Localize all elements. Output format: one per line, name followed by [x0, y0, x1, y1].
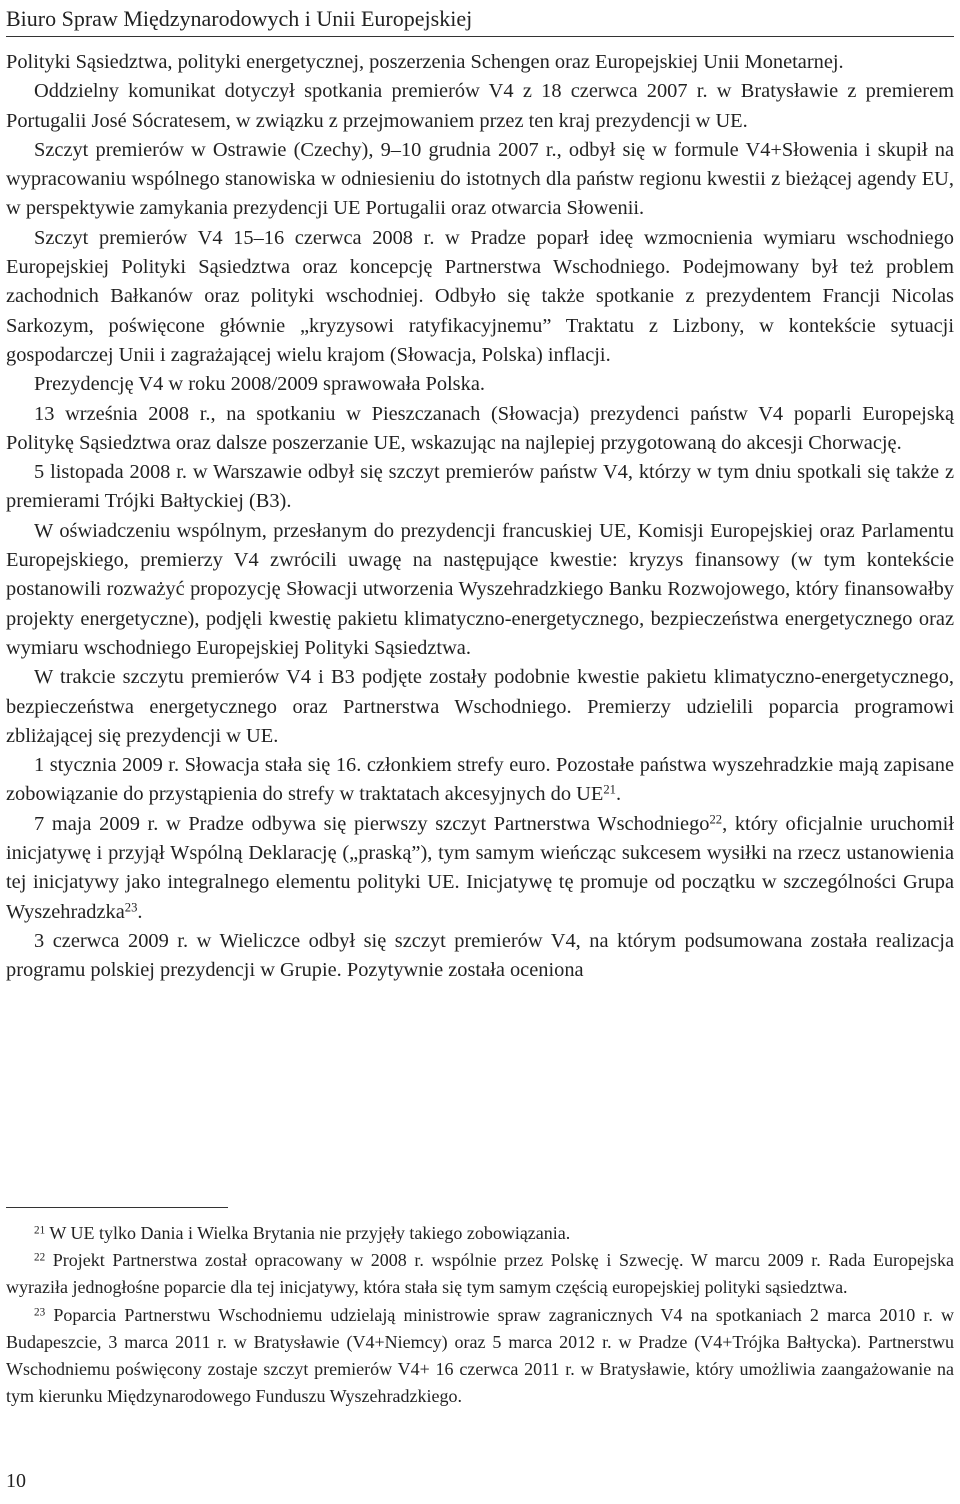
paragraph: [6, 810, 954, 927]
footnote-number: 22: [34, 1251, 46, 1264]
paragraph-text: 7 maja 2009 r. w Pradze odbywa się pierwszy szczyt Partnerstwa Wschodniego: [34, 812, 710, 835]
footnotes: [6, 1220, 954, 1410]
header-divider: [6, 36, 954, 37]
paragraph: [6, 751, 954, 810]
footnote-ref[interactable]: 21: [603, 783, 616, 798]
paragraph: Prezydencję V4 w roku 2008/2009 sprawowała Polska.: [34, 373, 485, 396]
footnote-text: W UE tylko Dania i Wielka Brytania nie przyjęły takiego zobowiązania.: [49, 1223, 571, 1243]
footnote-text: Projekt Partnerstwa został opracowany w 2008 r. wspólnie przez Polskę i Szwecję. W marcu 2009 r. Rada Europejska wyraziła jednogłośne poparcie dla tej inicjatywy, która stała się tym samym częścią europejskiej polityki sąsiedztwa.: [6, 1250, 954, 1298]
paragraph: Szczyt premierów V4 15–16 czerwca 2008 r. w Pradze poparł ideę wzmocnienia wymiaru wschodniego Europejskiej Polityki Sąsiedztwa oraz koncepcję Partnerstwa Wschodniego. Podejmowany był też problem zachodnich Bałkanów oraz polityki wschodniej. Odbyło się także spotkanie z prezydentem Francji Nicolas Sarkozym, poświęcone głównie „kryzysowi ratyfikacyjnemu” Traktatu z Lizbony, w kontekście sytuacji gospodarczej Unii i zagrażającej wielu krajom (Słowacja, Polska) inflacji.: [6, 226, 954, 366]
paragraph: Polityki Sąsiedztwa, polityki energetycznej, poszerzenia Schengen oraz Europejskiej Unii Monetarnej.: [6, 51, 844, 73]
footnote-text: Poparcia Partnerstwu Wschodniemu udzielają ministrowie spraw zagranicznych V4 na spotkaniach 2 marca 2010 r. w Budapeszcie, 3 marca 2011 r. w Bratysławie (V4+Niemcy) oraz 5 marca 2012 r. w Pradze (V4+Trójka Bałtycka). Partnerstwu Wschodniemu poświęcony zostaje szczyt premierów V4+ 16 czerwca 2011 r. w Bratysławie, który umożliwia zaangażowanie na tym kierunku Międzynarodowego Funduszu Wyszehradzkiego.: [6, 1304, 955, 1407]
footnote: [6, 1247, 954, 1301]
paragraph: 13 września 2008 r., na spotkaniu w Pieszczanach (Słowacja) prezydenci państw V4 poparli Europejską Politykę Sąsiedztwa oraz dalsze poszerzanie UE, wskazując na najlepiej przygotowaną do akcesji Chorwację.: [6, 402, 954, 454]
running-header: Biuro Spraw Międzynarodowych i Unii Europejskiej: [6, 6, 473, 31]
footnote-number: 23: [34, 1306, 46, 1319]
footnote-ref[interactable]: 22: [709, 812, 723, 827]
paragraph: 3 czerwca 2009 r. w Wieliczce odbył się szczyt premierów V4, na którym podsumowana została realizacja programu polskiej prezydencji w Grupie. Pozytywnie została oceniona: [6, 929, 954, 982]
body-text: [6, 48, 954, 986]
footnote: [6, 1220, 954, 1247]
paragraph: W oświadczeniu wspólnym, przesłanym do prezydencji francuskiej UE, Komisji Europejskiej oraz Parlamentu Europejskiego, premierzy V4 zwrócili uwagę na następujące kwestie: kryzys finansowy (w tym kontekście postanowili rozważyć propozycję Słowacji utworzenia Wyszehradzkiego Banku Rozwojowego, który finansowałby projekty energetyczne), podjęli kwestię pakietu klimatyczno-energetycznego, bezpieczeństwa energetycznego oraz wymiaru wschodniego Europejskiej Polityki Sąsiedztwa.: [6, 519, 954, 659]
footnote-ref[interactable]: 23: [124, 900, 138, 915]
paragraph-text: .: [615, 783, 622, 806]
paragraph: Oddzielny komunikat dotyczył spotkania premierów V4 z 18 czerwca 2007 r. w Bratysławie z premierem Portugalii José Sócratesem, w związku z przejmowaniem przez ten kraj prezydencji w UE.: [6, 80, 954, 132]
paragraph-text: , który oficjalnie uruchomił inicjatywę i przyjął Wspólną Deklarację („praską”), tym samym wieńcząc sukcesem wysiłki na rzecz ustanowienia tej inicjatywy jako integralnego elementu polityki UE. Inicjatywę tę promuje od początku w szczególności Grupa Wyszehradzka: [6, 812, 954, 923]
footnote: [6, 1302, 954, 1411]
paragraph-text: .: [137, 900, 143, 923]
paragraph-text: 1 stycznia 2009 r. Słowacja stała się 16. członkiem strefy euro. Pozostałe państwa wyszehradzkie mają zapisane zobowiązanie do przystąpienia do strefy w traktatach akcesyjnych do UE: [6, 754, 954, 806]
footnote-number: 21: [34, 1224, 46, 1237]
paragraph: W trakcie szczytu premierów V4 i B3 podjęte zostały podobnie kwestie pakietu klimatyczno-energetycznego, bezpieczeństwa energetycznego oraz Partnerstwa Wschodniego. Premierzy udzielili poparcia programowi zbliżającej się prezydencji w UE.: [6, 666, 954, 747]
paragraph: 5 listopada 2008 r. w Warszawie odbył się szczyt premierów państw V4, którzy w tym dniu spotkali się także z premierami Trójki Bałtyckiej (B3).: [6, 461, 954, 513]
paragraph: Szczyt premierów w Ostrawie (Czechy), 9–10 grudnia 2007 r., odbył się w formule V4+Słowenia i skupił na wypracowaniu wspólnego stanowiska w odniesieniu do istotnych dla państw regionu kwestii z bieżącej agendy EU, w perspektywie zamykania prezydencji UE Portugalii oraz otwarcia Słowenii.: [6, 138, 954, 220]
page-number: 10: [6, 1470, 26, 1492]
footnote-divider: [6, 1207, 228, 1208]
